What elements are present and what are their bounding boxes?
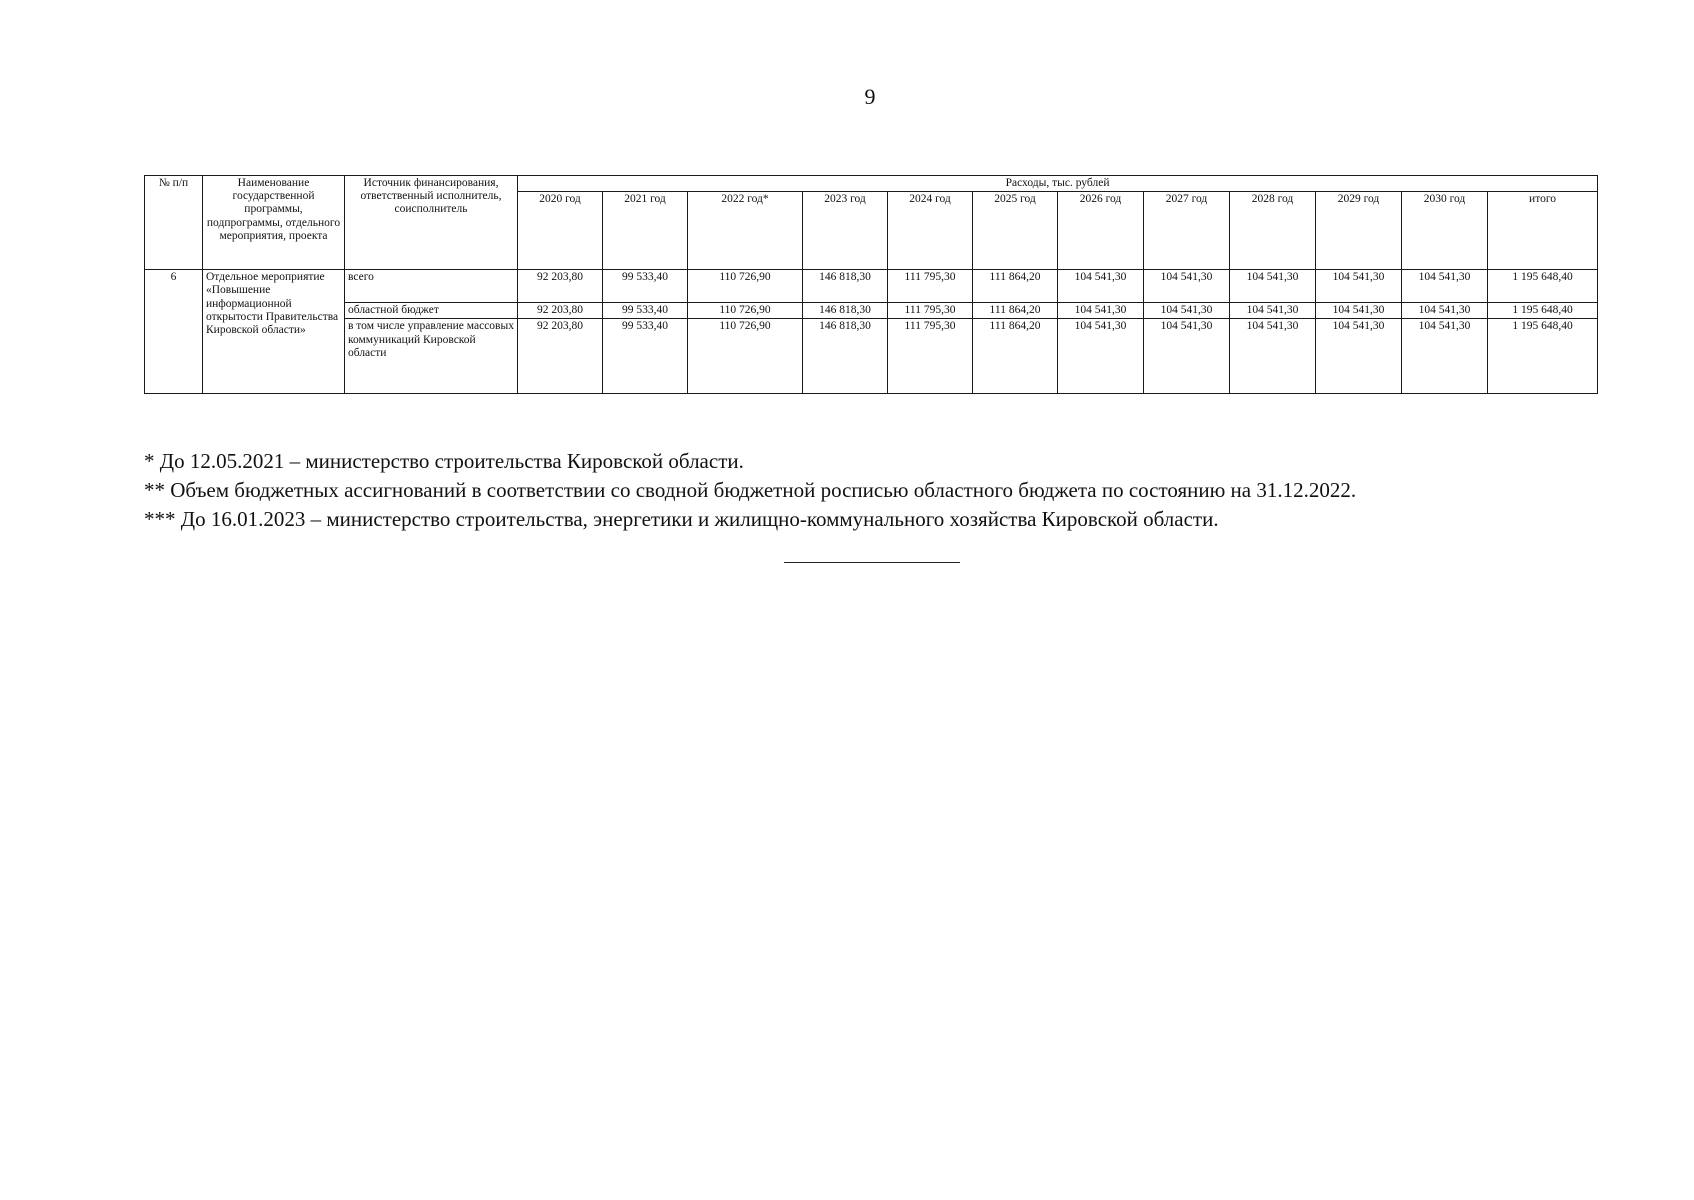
value-cell: 104 541,30 (1402, 270, 1488, 303)
footnote: ** Объем бюджетных ассигнований в соответствии со сводной бюджетной росписью областного бюджета по состоянию на 31.12.2022. (144, 478, 1357, 502)
table-row (145, 303, 1598, 319)
value-cell: 110 726,90 (688, 303, 803, 319)
header-year: 2020 год (518, 192, 603, 270)
value-cell: 104 541,30 (1144, 319, 1230, 394)
value-cell: 111 795,30 (888, 270, 973, 303)
value-cell: 104 541,30 (1058, 303, 1144, 319)
value-cell: 104 541,30 (1402, 319, 1488, 394)
value-cell: 99 533,40 (603, 270, 688, 303)
header-name: Наименование государственной программы, подпрограммы, отдельного мероприятия, проекта (203, 176, 345, 270)
header-source: Источник финансирования, ответственный исполнитель, соисполнитель (345, 176, 518, 270)
row-number: 6 (145, 270, 203, 394)
header-year: 2025 год (973, 192, 1058, 270)
value-cell: 111 864,20 (973, 303, 1058, 319)
value-cell: 104 541,30 (1058, 270, 1144, 303)
total-cell: 1 195 648,40 (1488, 319, 1598, 394)
value-cell: 146 818,30 (803, 303, 888, 319)
value-cell: 111 795,30 (888, 319, 973, 394)
header-year: 2023 год (803, 192, 888, 270)
value-cell: 99 533,40 (603, 303, 688, 319)
value-cell: 111 864,20 (973, 319, 1058, 394)
budget-table (144, 175, 1598, 394)
table-header-row (145, 176, 1598, 192)
value-cell: 104 541,30 (1144, 270, 1230, 303)
header-year: 2024 год (888, 192, 973, 270)
total-cell: 1 195 648,40 (1488, 303, 1598, 319)
value-cell: 99 533,40 (603, 319, 688, 394)
value-cell: 111 864,20 (973, 270, 1058, 303)
value-cell: 92 203,80 (518, 303, 603, 319)
end-divider (784, 562, 960, 563)
row-source: всего (345, 270, 518, 303)
value-cell: 104 541,30 (1230, 270, 1316, 303)
header-no: № п/п (145, 176, 203, 270)
value-cell: 111 795,30 (888, 303, 973, 319)
header-expenses: Расходы, тыс. рублей (518, 176, 1598, 192)
value-cell: 104 541,30 (1316, 270, 1402, 303)
header-year: 2027 год (1144, 192, 1230, 270)
total-cell: 1 195 648,40 (1488, 270, 1598, 303)
footnote: * До 12.05.2021 – министерство строительства Кировской области. (144, 449, 744, 473)
header-year: 2030 год (1402, 192, 1488, 270)
header-year: 2028 год (1230, 192, 1316, 270)
footnote: *** До 16.01.2023 – министерство строительства, энергетики и жилищно-коммунального хозяйства Кировской области. (144, 507, 1219, 531)
header-year: 2022 год* (688, 192, 803, 270)
value-cell: 146 818,30 (803, 270, 888, 303)
value-cell: 104 541,30 (1316, 303, 1402, 319)
row-source: областной бюджет (345, 303, 518, 319)
value-cell: 110 726,90 (688, 319, 803, 394)
table-row (145, 319, 1598, 394)
page-number: 9 (864, 84, 876, 109)
value-cell: 92 203,80 (518, 319, 603, 394)
row-source: в том числе управление массовых коммуникаций Кировской области (345, 319, 518, 394)
value-cell: 92 203,80 (518, 270, 603, 303)
value-cell: 104 541,30 (1230, 319, 1316, 394)
header-year: 2021 год (603, 192, 688, 270)
value-cell: 146 818,30 (803, 319, 888, 394)
header-year: 2029 год (1316, 192, 1402, 270)
value-cell: 104 541,30 (1058, 319, 1144, 394)
value-cell: 104 541,30 (1402, 303, 1488, 319)
value-cell: 104 541,30 (1230, 303, 1316, 319)
header-year: 2026 год (1058, 192, 1144, 270)
value-cell: 104 541,30 (1316, 319, 1402, 394)
table-row (145, 270, 1598, 303)
value-cell: 110 726,90 (688, 270, 803, 303)
value-cell: 104 541,30 (1144, 303, 1230, 319)
header-total: итого (1488, 192, 1598, 270)
footnotes (144, 447, 1644, 534)
row-name: Отдельное мероприятие «Повышение информационной открытости Правительства Кировской области» (203, 270, 345, 394)
